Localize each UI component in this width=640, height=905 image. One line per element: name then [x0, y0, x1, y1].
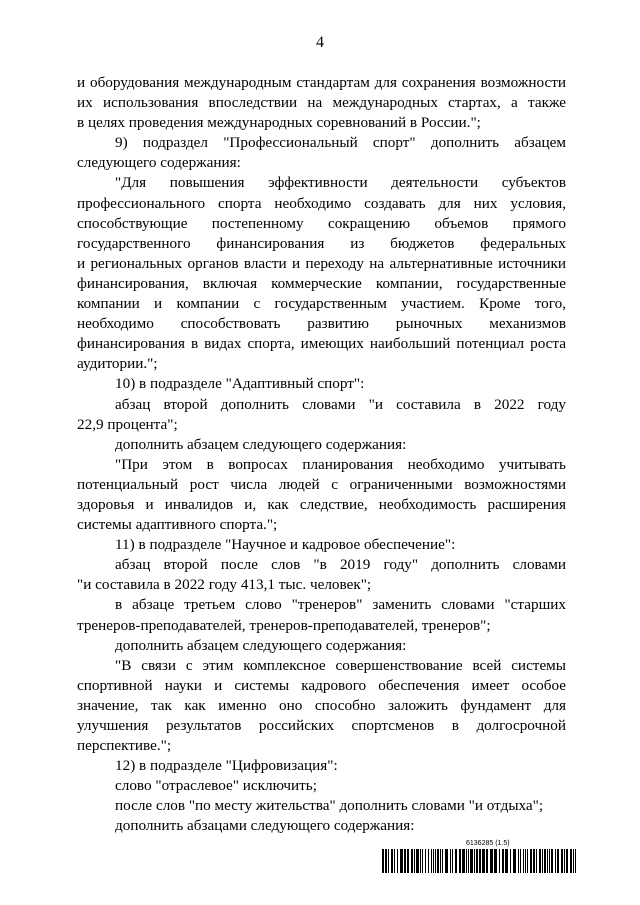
- text-line: в абзаце третьем слово "тренеров" заменить словами "старших: [115, 596, 566, 614]
- barcode-bar: [539, 849, 541, 873]
- text-line: и региональных органов власти и переходу на альтернативные источники: [77, 254, 566, 272]
- text-line: профессионального спорта необходимо создавать для них условия,: [77, 194, 566, 212]
- barcode-bar: [416, 849, 419, 873]
- barcode-bar: [523, 849, 524, 873]
- text-line: потенциальный рост числа людей с ограниченными возможностями: [77, 475, 566, 493]
- barcode-bar: [533, 849, 535, 873]
- barcode-bar: [564, 849, 565, 873]
- barcode-bar: [555, 849, 556, 873]
- text-line: государственного финансирования из бюджетов федеральных: [77, 234, 566, 252]
- barcode-image: [382, 849, 578, 873]
- barcode-bar: [544, 849, 546, 873]
- barcode-bar: [425, 849, 426, 873]
- barcode-bar: [542, 849, 543, 873]
- barcode-bar: [435, 849, 436, 873]
- text-line: способствующие постепенному сокращению объемов прямого: [77, 214, 566, 232]
- text-line: спортивной науки и системы кадрового обеспечения имеет особое: [77, 676, 566, 694]
- barcode-bar: [459, 849, 461, 873]
- text-line: 10) в подразделе "Адаптивный спорт":: [115, 375, 365, 393]
- text-line: дополнить абзацами следующего содержания:: [115, 817, 415, 835]
- barcode-bar: [397, 849, 398, 873]
- barcode-bar: [476, 849, 478, 873]
- barcode-bar: [575, 849, 576, 873]
- barcode-block: [382, 840, 578, 874]
- text-line: "и составила в 2022 году 413,1 тыс. человек";: [77, 576, 372, 594]
- barcode-bar: [536, 849, 537, 873]
- text-line: компании и компании с государственным участием. Кроме того,: [77, 295, 566, 313]
- barcode-bar: [527, 849, 528, 873]
- barcode-bar: [530, 849, 532, 873]
- text-line: "В связи с этим комплексное совершенствование всей системы: [115, 656, 566, 674]
- text-line: дополнить абзацем следующего содержания:: [115, 636, 407, 654]
- barcode-bar: [433, 849, 434, 873]
- barcode-bar: [557, 849, 559, 873]
- barcode-bar: [490, 849, 493, 873]
- barcode-bar: [547, 849, 548, 873]
- barcode-bar: [422, 849, 423, 873]
- barcode-bar: [420, 849, 421, 873]
- barcode-bar: [510, 849, 511, 873]
- barcode-bar: [394, 849, 395, 873]
- barcode-bar: [407, 849, 409, 873]
- barcode-bar: [466, 849, 467, 873]
- barcode-bar: [452, 849, 453, 873]
- text-line: финансирования в видах спорта, имеющих наибольший потенциал роста: [77, 335, 566, 353]
- text-line: аудитории.";: [77, 355, 158, 373]
- barcode-bar: [440, 849, 441, 873]
- barcode-bar: [400, 849, 403, 873]
- text-line: перспективе.";: [77, 737, 172, 755]
- barcode-bar: [388, 849, 389, 873]
- barcode-bar: [382, 849, 384, 873]
- text-line: "При этом в вопросах планирования необходимо учитывать: [115, 455, 566, 473]
- barcode-bar: [551, 849, 553, 873]
- barcode-bar: [566, 849, 568, 873]
- barcode-bar: [482, 849, 485, 873]
- barcode-caption: 6136285 (1.5): [466, 840, 510, 847]
- barcode-bar: [525, 849, 526, 873]
- barcode-bar: [573, 849, 574, 873]
- text-line: слово "отраслевое" исключить;: [115, 777, 317, 795]
- text-line: тренеров-преподавателей, тренеров-преподавателей, тренеров";: [77, 616, 491, 634]
- barcode-bar: [486, 849, 488, 873]
- text-line: улучшения результатов российских спортсменов в долгосрочной: [77, 717, 566, 734]
- barcode-bar: [513, 849, 516, 873]
- text-line: их использования впоследствии на международных стартах, а также: [77, 94, 566, 112]
- barcode-bar: [494, 849, 497, 873]
- barcode-bar: [561, 849, 563, 873]
- text-line: "Для повышения эффективности деятельности субъектов: [115, 174, 566, 192]
- document-body: [77, 73, 566, 837]
- text-line: 11) в подразделе "Научное и кадровое обеспечение":: [115, 536, 456, 554]
- barcode-bar: [385, 849, 387, 873]
- barcode-bar: [470, 849, 473, 873]
- text-line: значение, так как именно оно способно заложить фундамент для: [77, 696, 566, 714]
- barcode-bar: [549, 849, 550, 873]
- text-line: и оборудования международным стандартам для сохранения возможности: [77, 74, 566, 91]
- text-line: необходимо способствовать развитию рыночных механизмов: [77, 315, 566, 333]
- barcode-bar: [518, 849, 519, 873]
- barcode-bar: [499, 849, 500, 873]
- text-line: системы адаптивного спорта.";: [77, 516, 278, 534]
- text-line: здоровья и инвалидов и, как следствие, необходимость расширения: [77, 495, 566, 513]
- barcode-bar: [437, 849, 439, 873]
- barcode-bar: [450, 849, 451, 873]
- barcode-bar: [391, 849, 393, 873]
- barcode-bar: [570, 849, 572, 873]
- barcode-bar: [479, 849, 481, 873]
- barcode-bar: [445, 849, 448, 873]
- text-line: финансирования, включая коммерческие компании, государственные: [77, 274, 566, 292]
- barcode-bar: [468, 849, 469, 873]
- text-line: 12) в подразделе "Цифровизация":: [115, 757, 338, 775]
- barcode-bar: [431, 849, 432, 873]
- text-line: дополнить абзацем следующего содержания:: [115, 435, 407, 453]
- text-line: абзац второй дополнить словами "и составила в 2022 году: [115, 395, 566, 413]
- text-line: после слов "по месту жительства" дополнить словами "и отдыха";: [115, 797, 544, 815]
- barcode-bar: [474, 849, 475, 873]
- barcode-bar: [455, 849, 457, 873]
- text-line: следующего содержания:: [77, 154, 241, 172]
- barcode-bar: [428, 849, 429, 873]
- barcode-bar: [462, 849, 465, 873]
- text-line: абзац второй после слов "в 2019 году" дополнить словами: [115, 556, 566, 574]
- page-number: 4: [316, 34, 324, 51]
- barcode-bar: [404, 849, 406, 873]
- barcode-bar: [520, 849, 521, 873]
- barcode-bar: [442, 849, 443, 873]
- barcode-bar: [411, 849, 413, 873]
- barcode-bar: [502, 849, 504, 873]
- text-line: 22,9 процента";: [77, 415, 178, 433]
- barcode-bar: [505, 849, 508, 873]
- text-line: 9) подраздел "Профессиональный спорт" дополнить абзацем: [115, 134, 566, 152]
- text-line: в целях проведения международных соревнований в России.";: [77, 114, 481, 132]
- barcode-bar: [414, 849, 415, 873]
